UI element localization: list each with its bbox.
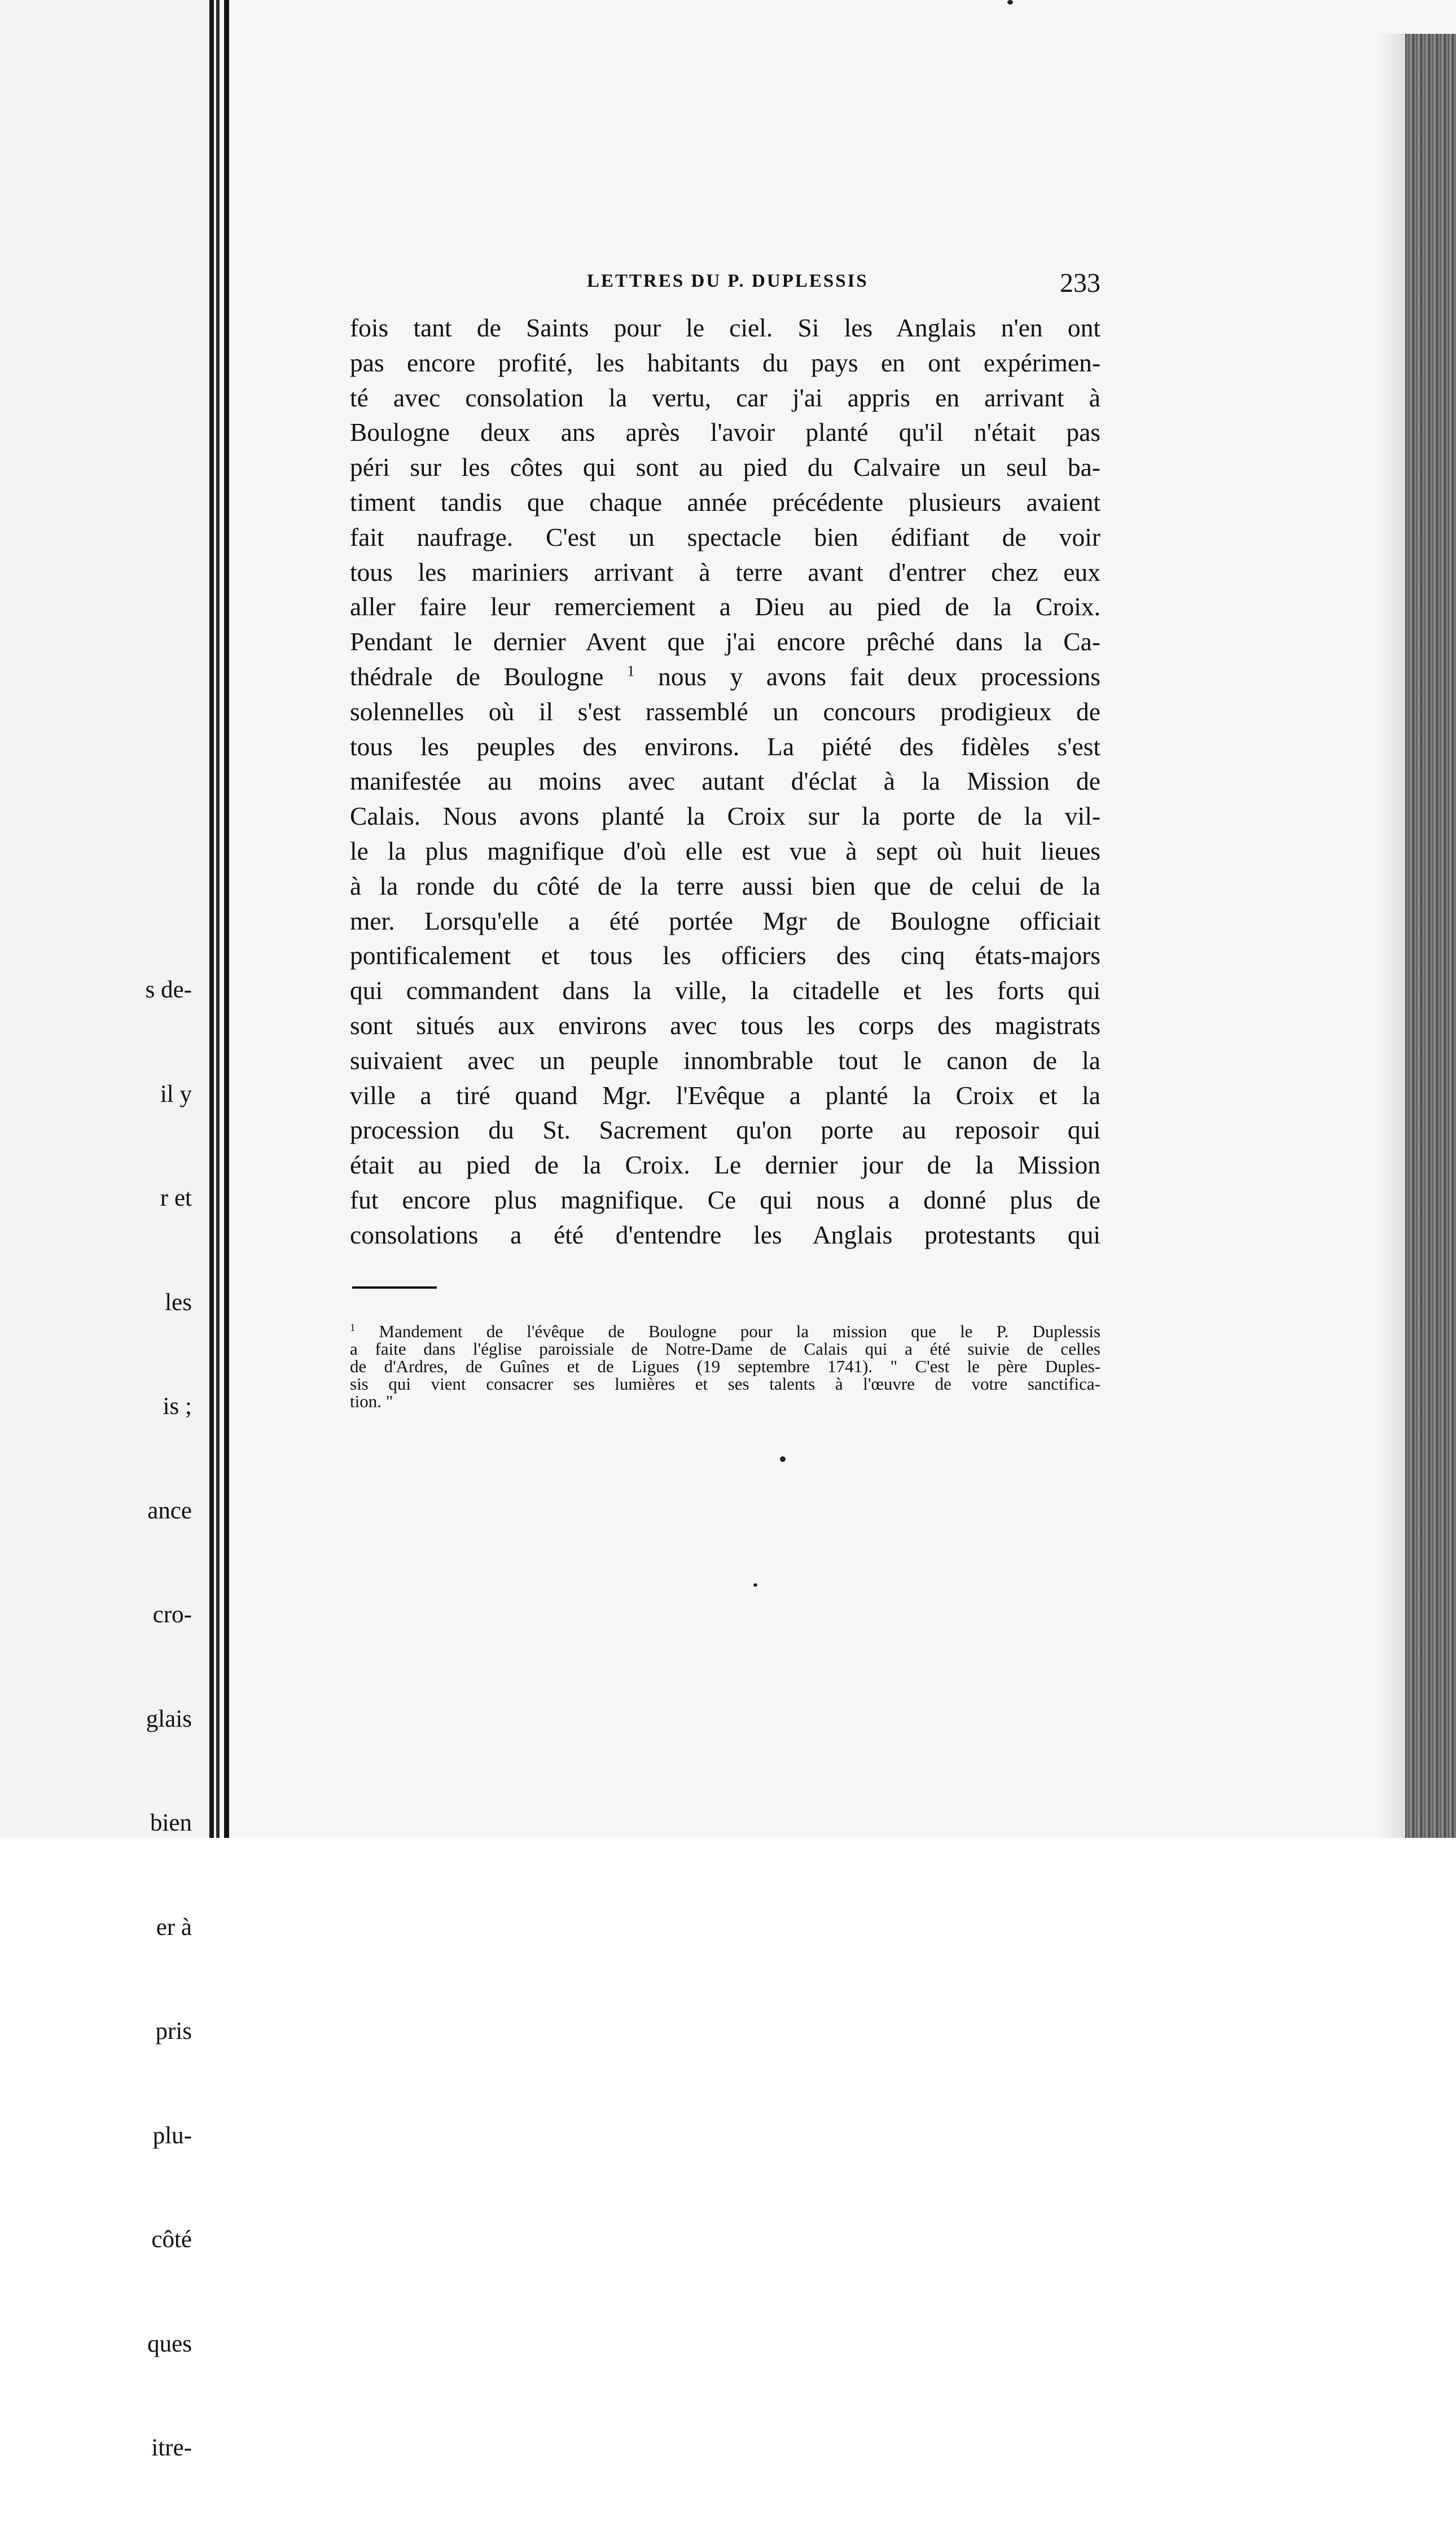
text-line: fois tant de Saints pour le ciel. Si les Anglais n'en ont (350, 313, 1100, 342)
text-line: aller faire leur remerciement a Dieu au pied de la Croix. (350, 592, 1100, 621)
left-fragment: s de- (145, 977, 192, 1003)
text-line: timent tandis que chaque année précédente plusieurs avaient (350, 487, 1100, 516)
text-line: tous les mariniers arrivant à terre avant d'entrer chez eux (350, 557, 1100, 586)
binding-gutter-line (209, 0, 214, 1838)
text-line: était au pied de la Croix. Le dernier jour de la Mission (350, 1150, 1100, 1180)
text-segment: thédrale de Boulogne (350, 662, 604, 691)
page-edge-shadow (1377, 34, 1408, 1838)
text-line: à la ronde du côté de la terre aussi bien que de celui de la (350, 871, 1100, 900)
footnote-rule (352, 1286, 437, 1289)
text-line-with-footnote-ref (350, 659, 1100, 694)
text-line: fait naufrage. C'est un spectacle bien édifiant de voir (350, 522, 1100, 551)
left-fragment: ance (147, 1497, 192, 1524)
footnote-line: a faite dans l'église paroissiale de Notre-Dame de Calais qui a été suivie de celles (350, 1338, 1100, 1359)
footnote-reference: 1 (626, 662, 635, 680)
left-fragment: plu- (152, 2122, 192, 2149)
text-line: procession du St. Sacrement qu'on porte au reposoir qui (350, 1115, 1100, 1145)
footnote-line: tion. " (350, 1391, 393, 1411)
text-line: sont situés aux environs avec tous les corps des magistrats (350, 1010, 1100, 1040)
left-fragment: il y (160, 1080, 192, 1107)
footnote-line: de d'Ardres, de Guînes et de Ligues (19 septembre 1741). " C'est le père Duples- (350, 1356, 1100, 1376)
left-fragment: bien (150, 1810, 192, 1836)
left-fragment: r et (160, 1185, 192, 1211)
binding-gutter-line (224, 0, 229, 1838)
text-line: Calais. Nous avons planté la Croix sur la porte de la vil- (350, 802, 1100, 831)
left-fragment: cro- (152, 1601, 192, 1628)
scan-speck (753, 1583, 757, 1587)
footnote-text: Mandement de l'évêque de Boulogne pour la mission que le P. Duplessis (379, 1321, 1101, 1341)
left-fragment: itre- (151, 2435, 192, 2461)
text-line: pas encore profité, les habitants du pays en ont expérimen- (350, 348, 1100, 377)
text-line: pontificalement et tous les officiers des cinq états-majors (350, 941, 1100, 970)
text-line: té avec consolation la vertu, car j'ai appris en arrivant à (350, 383, 1100, 412)
text-line: ville a tiré quand Mgr. l'Evêque a planté la Croix et la (350, 1080, 1100, 1110)
left-fragment: is ; (163, 1393, 192, 1420)
footnote-line: sis qui vient consacrer ses lumières et ses talents à l'œuvre de votre sanctifica- (350, 1373, 1100, 1394)
body-text (350, 310, 1100, 1253)
text-line: Pendant le dernier Avent que j'ai encore prêché dans la Ca- (350, 627, 1100, 656)
text-line: suivaient avec un peuple innombrable tout le canon de la (350, 1045, 1100, 1075)
text-line: fut encore plus magnifique. Ce qui nous a donné plus de (350, 1185, 1100, 1214)
page-number: 233 (1060, 268, 1100, 298)
text-line: mer. Lorsqu'elle a été portée Mgr de Boulogne officiait (350, 906, 1100, 935)
left-fragment: glais (146, 1705, 192, 1732)
text-line: tous les peuples des environs. La piété des fidèles s'est (350, 732, 1100, 761)
text-line: Boulogne deux ans après l'avoir planté qu'il n'était pas (350, 418, 1100, 447)
footnote (350, 1323, 1100, 1410)
text-line: qui commandent dans la ville, la citadelle et les forts qui (350, 976, 1100, 1005)
text-line: consolations a été d'entendre les Anglais protestants qui (350, 1220, 1100, 1249)
left-fragment: pris (155, 2018, 192, 2044)
scan-speck (780, 1456, 786, 1462)
text-line: solennelles où il s'est rassemblé un concours prodigieux de (350, 697, 1100, 726)
page-stack-edge (1405, 34, 1456, 1838)
running-head (350, 268, 1100, 310)
book-page (350, 268, 1101, 1411)
left-fragment: er à (156, 1914, 192, 1941)
left-fragment: côté (151, 2226, 192, 2253)
running-title: LETTRES DU P. DUPLESSIS (587, 271, 869, 291)
text-segment: nous y avons fait deux processions (658, 662, 1101, 691)
text-line: manifestée au moins avec autant d'éclat à la Mission de (350, 767, 1100, 796)
text-line: le la plus magnifique d'où elle est vue à sept où huit lieues (350, 836, 1100, 865)
left-fragment: les (165, 1289, 192, 1316)
binding-gutter-line (216, 0, 220, 1838)
left-fragment: ques (147, 2330, 192, 2357)
footnote-number: 1 (350, 1321, 356, 1334)
scan-speck (1007, 0, 1013, 5)
left-page-text-fragments (0, 903, 192, 2535)
footnote-line-first (350, 1323, 1100, 1340)
text-line: péri sur les côtes qui sont au pied du Calvaire un seul ba- (350, 453, 1100, 482)
left-page-edge (0, 0, 209, 2461)
